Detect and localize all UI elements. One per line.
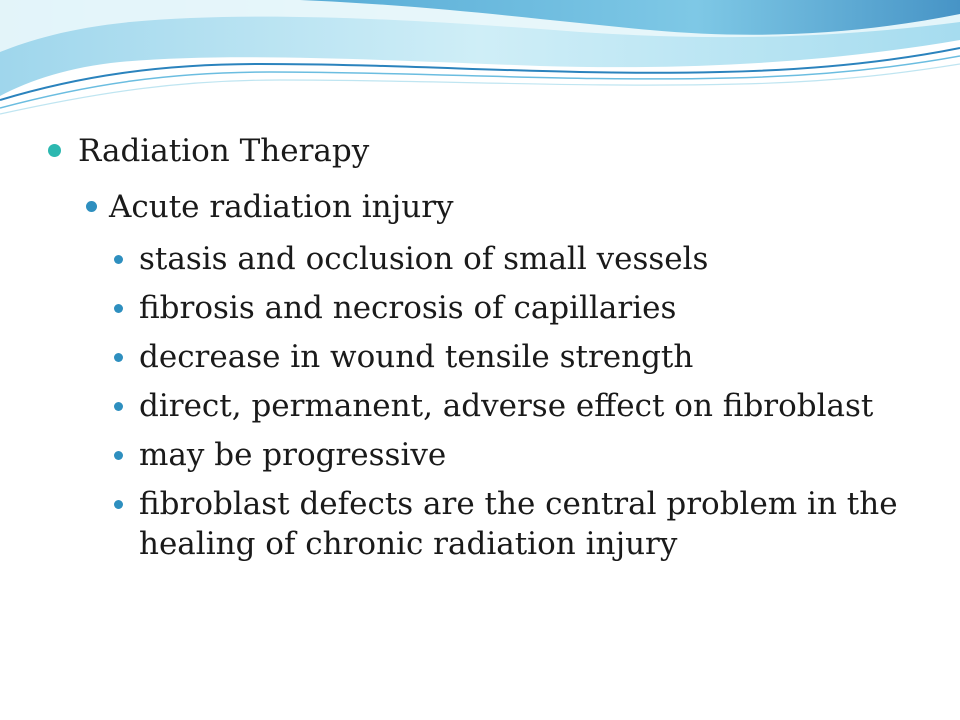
bullet-list — [44, 128, 924, 570]
bullet-item — [114, 334, 924, 377]
bullet-dot-icon — [86, 201, 97, 212]
bullet-text: decrease in wound tensile strength — [139, 339, 694, 375]
bullet-level2 — [86, 184, 924, 230]
bullet-text: Radiation Therapy — [78, 133, 370, 169]
bullet-dot-icon — [114, 402, 123, 411]
bullet-item — [114, 481, 924, 564]
bullet-text: stasis and occlusion of small vessels — [139, 241, 709, 277]
wave-line-2 — [0, 56, 960, 108]
bullet-level1 — [48, 128, 924, 174]
bullet-item — [114, 383, 924, 426]
bullet-item — [114, 236, 924, 279]
bullet-dot-icon — [48, 144, 61, 157]
bullet-dot-icon — [114, 451, 123, 460]
bullet-dot-icon — [114, 304, 123, 313]
wave-line-3 — [0, 64, 960, 114]
bullet-dot-icon — [114, 353, 123, 362]
bullet-text: direct, permanent, adverse effect on fibroblast — [139, 388, 874, 424]
bullet-dot-icon — [114, 500, 123, 509]
bullet-text: may be progressive — [139, 437, 447, 473]
bullet-text: fibroblast defects are the central problem in the healing of chronic radiation injury — [139, 486, 898, 562]
header-wave-decoration — [0, 0, 960, 120]
bullet-text: fibrosis and necrosis of capillaries — [139, 290, 677, 326]
bullet-item — [114, 432, 924, 475]
bullet-text: Acute radiation injury — [109, 189, 454, 225]
bullet-item — [114, 285, 924, 328]
bullet-dot-icon — [114, 255, 123, 264]
